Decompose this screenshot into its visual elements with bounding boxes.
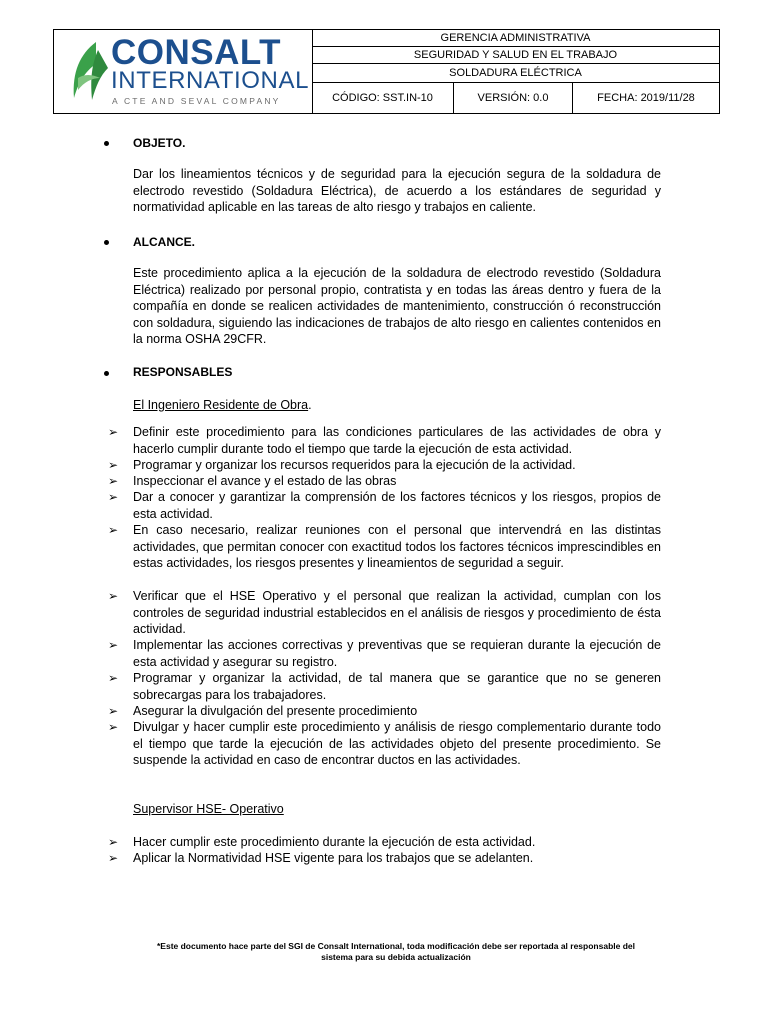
document-version: VERSIÓN: 0.0: [454, 83, 573, 113]
arrow-bullet-icon: ➢: [108, 490, 119, 504]
list-item: Implementar las acciones correctivas y preventivas que se requieran durante la ejecución de esta actividad y asegurar su registro.: [133, 638, 661, 669]
subsection-ingeniero: [133, 397, 312, 413]
logo-tagline: A CTE AND SEVAL COMPANY: [112, 96, 281, 106]
bullet-dot: [104, 371, 109, 376]
alcance-paragraph: Este procedimiento aplica a la ejecución de la soldadura de electrodo revestido (Soldadura Eléctrica) realizado por personal propio, contratista y en todas las áreas dentro y fuera de la compañía en donde se realicen actividades de mantenimiento, construcción ó reconstrucción con soldadura, siguiendo las indicaciones de trabajos de alto riesgo en calientes contenidos en la norma OSHA 29CFR.: [133, 266, 661, 346]
document-code: CÓDIGO: SST.IN-10: [312, 83, 454, 113]
header-row-meta: [312, 83, 719, 113]
arrow-bullet-icon: ➢: [108, 474, 119, 488]
document-header: [53, 29, 720, 114]
objeto-paragraph: Dar los lineamientos técnicos y de seguridad para la ejecución segura de la soldadura de electrodo revestido (Soldadura Eléctrica), de acuerdo a los estándares de seguridad y normatividad aplicable en las tareas de alto riesgo y trabajos en caliente.: [133, 167, 661, 214]
arrow-bullet-icon: ➢: [108, 425, 119, 439]
list-item: Dar a conocer y garantizar la comprensión de los factores técnicos y los riesgos, propios de esta actividad.: [133, 490, 661, 521]
list-item: Divulgar y hacer cumplir este procedimiento y análisis de riesgo complementario durante todo el tiempo que tarde la ejecución de las actividades objeto del presente procedimiento. Se suspende la actividad en caso de encontrar ductos en las actividades.: [133, 720, 661, 767]
bullet-dot: [104, 240, 109, 245]
document-footer: [120, 941, 672, 963]
list-item: Programar y organizar los recursos requeridos para la ejecución de la actividad.: [133, 458, 576, 472]
footer-line-1: *Este documento hace parte del SGI de Consalt International, toda modificación debe ser reportada al responsable del: [156, 941, 635, 951]
arrow-bullet-icon: ➢: [108, 851, 119, 865]
header-row-department: GERENCIA ADMINISTRATIVA: [312, 30, 719, 47]
list-item: Inspeccionar el avance y el estado de las obras: [133, 474, 397, 488]
arrow-bullet-icon: ➢: [108, 458, 119, 472]
arrow-bullet-icon: ➢: [108, 704, 119, 718]
section-title-responsables: RESPONSABLES: [133, 365, 233, 379]
list-item: Verificar que el HSE Operativo y el personal que realizan la actividad, cumplan con los controles de seguridad industrial establecidos en el análisis de riesgos y procedimiento de ésta actividad.: [133, 589, 661, 636]
header-row-title: SOLDADURA ELÉCTRICA: [312, 64, 719, 83]
arrow-bullet-icon: ➢: [108, 720, 119, 734]
consalt-logo-icon: [66, 38, 114, 104]
list-item: Programar y organizar la actividad, de tal manera que se garantice que no se generen sobrecargas para los trabajadores.: [133, 671, 661, 702]
arrow-bullet-icon: ➢: [108, 589, 119, 603]
list-item: Hacer cumplir este procedimiento durante la ejecución de esta actividad.: [133, 835, 536, 849]
arrow-bullet-icon: ➢: [108, 638, 119, 652]
arrow-bullet-icon: ➢: [108, 835, 119, 849]
logo-sub: INTERNATIONAL: [111, 67, 310, 94]
list-item: Aplicar la Normatividad HSE vigente para los trabajos que se adelanten.: [133, 851, 534, 865]
logo-cell: [54, 30, 313, 113]
header-row-area: SEGURIDAD Y SALUD EN EL TRABAJO: [312, 47, 719, 64]
section-title-alcance: ALCANCE.: [133, 235, 195, 249]
document-date: FECHA: 2019/11/28: [597, 92, 695, 104]
ingeniero-heading-suffix: .: [308, 398, 312, 412]
list-item: Definir este procedimiento para las condiciones particulares de las actividades de obra y hacerlo cumplir durante todo el tiempo que tarde la ejecución de esta actividad.: [133, 425, 661, 456]
subsection-supervisor: Supervisor HSE- Operativo: [133, 802, 284, 816]
list-item: En caso necesario, realizar reuniones con el personal que intervendrá en las distintas actividades, que permitan conocer con exactitud todos los factores técnicos imprescindibles en estas actividades, los riesgos presentes y lineamientos de seguridad a seguir.: [133, 523, 661, 570]
list-item: Asegurar la divulgación del presente procedimiento: [133, 704, 418, 718]
logo-brand: CONSALT: [111, 33, 282, 72]
ingeniero-heading: El Ingeniero Residente de Obra: [133, 398, 309, 412]
bullet-dot: [104, 141, 109, 146]
arrow-bullet-icon: ➢: [108, 671, 119, 685]
arrow-bullet-icon: ➢: [108, 523, 119, 537]
footer-line-2: sistema para su debida actualización: [321, 952, 471, 962]
section-title-objeto: OBJETO.: [133, 136, 186, 150]
